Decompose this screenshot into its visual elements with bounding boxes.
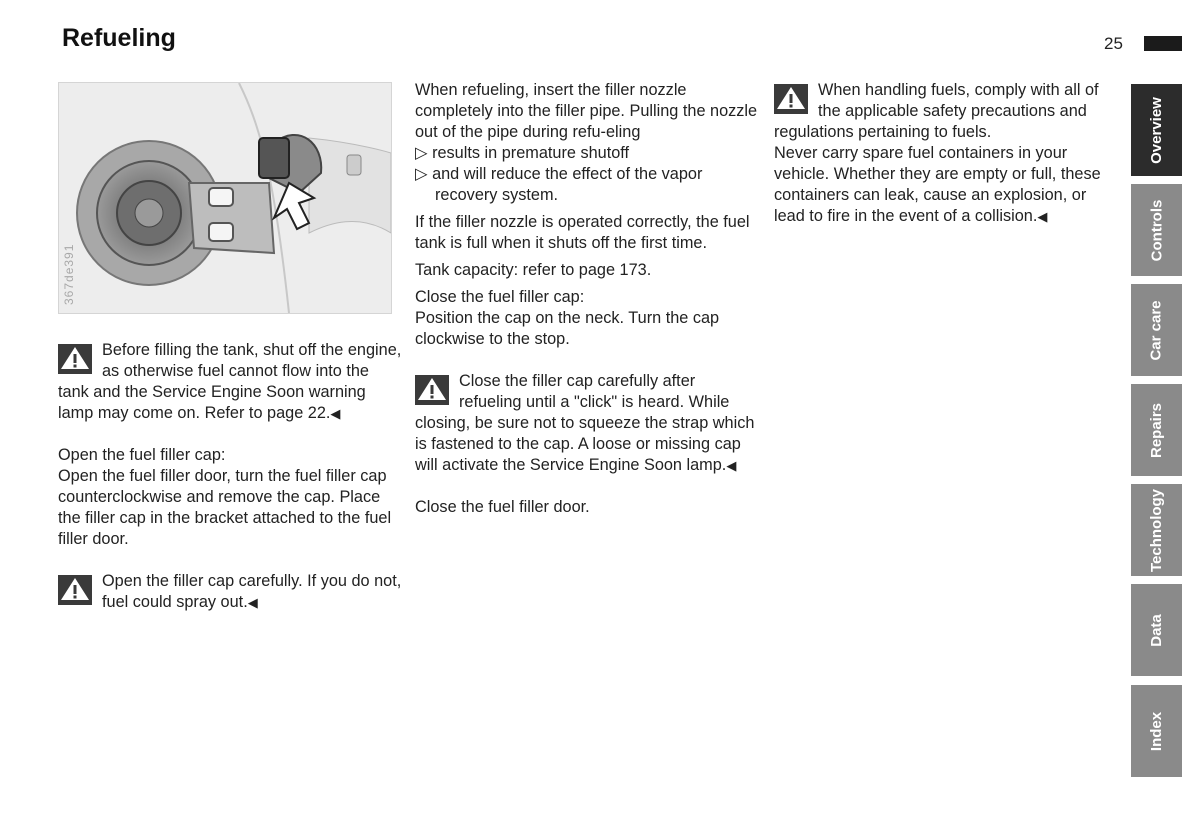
tab-label: Controls (1148, 199, 1166, 261)
warning-triangle-icon (415, 375, 449, 405)
warning-shut-off-engine (58, 340, 403, 424)
list-item: ▷ and will reduce the effect of the vapor recovery system. (415, 165, 703, 204)
warning-open-carefully (58, 571, 403, 613)
warning-triangle-icon (774, 84, 808, 114)
close-cap-text: Position the cap on the neck. Turn the cap clockwise to the stop. (415, 309, 720, 348)
shutoff-paragraph: If the filler nozzle is operated correctly, the fuel tank is full when it shuts off the first time. (415, 213, 750, 252)
column-middle (415, 80, 760, 518)
tank-capacity: Tank capacity: refer to page 173. (415, 261, 652, 279)
tab-controls[interactable] (1131, 184, 1182, 276)
page-number: 25 (1104, 34, 1123, 53)
tab-index[interactable] (1131, 685, 1182, 777)
close-door-text: Close the fuel filler door. (415, 498, 590, 516)
fuel-filler-illustration (59, 83, 391, 313)
heading-open-cap: Open the fuel filler cap: (58, 446, 226, 464)
tab-label: Overview (1148, 96, 1165, 164)
warning-text: Open the filler cap carefully. If you do not, fuel could spray out. (102, 572, 402, 611)
tab-technology[interactable] (1131, 484, 1182, 576)
heading-close-cap: Close the fuel filler cap: (415, 288, 585, 306)
bullet-icon: ▷ (415, 165, 428, 183)
warning-triangle-icon (58, 344, 92, 374)
list-item: ▷ results in premature shutoff (415, 144, 630, 162)
column-right (774, 80, 1119, 227)
page-title: Refueling (62, 24, 176, 52)
bullet-icon: ▷ (415, 144, 428, 162)
warning-text: Close the filler cap carefully after refueling until a "click" is heard. While closing, be sure not to squeeze the strap which is fastened to the cap. A loose or missing cap will activate the Service Engine Soon lamp. (415, 372, 755, 474)
end-mark-icon: ◀ (330, 406, 341, 421)
tab-data[interactable] (1131, 584, 1182, 676)
figure-code: 367de391 (62, 243, 76, 305)
page-number-bar (1144, 36, 1182, 51)
column-left (58, 340, 403, 613)
end-mark-icon: ◀ (726, 458, 737, 473)
warning-handling-fuels (774, 80, 1119, 143)
end-mark-icon: ◀ (247, 595, 258, 610)
tab-label: Index (1148, 711, 1165, 751)
tab-car-care[interactable] (1131, 284, 1182, 376)
warning-text: When handling fuels, comply with all of the applicable safety precautions and regulations pertaining to fuels. (774, 81, 1099, 141)
section-tabs (1131, 84, 1182, 784)
tab-label: Car care (1148, 299, 1166, 361)
spare-containers-text: Never carry spare fuel containers in your vehicle. Whether they are empty or full, these containers can leak, cause an explosion, or lead to fire in the event of a collision.◀ (774, 144, 1101, 225)
end-mark-icon: ◀ (1037, 209, 1048, 224)
tab-overview[interactable] (1131, 84, 1182, 176)
tab-label: Data (1147, 613, 1165, 647)
open-cap-text: Open the fuel filler door, turn the fuel filler cap counterclockwise and remove the cap. Place the filler cap in the bracket attached to the fuel filler door. (58, 467, 392, 548)
fuel-filler-figure (58, 82, 392, 314)
tab-label: Repairs (1148, 402, 1165, 458)
warning-close-carefully (415, 371, 760, 476)
nozzle-paragraph: When refueling, insert the filler nozzle completely into the filler pipe. Pulling the nozzle out of the pipe during refu-eling (415, 81, 758, 141)
warning-text: Before filling the tank, shut off the engine, as otherwise fuel cannot flow into the tank and the Service Engine Soon warning lamp may come on. Refer to page 22. (58, 341, 402, 422)
warning-triangle-icon (58, 575, 92, 605)
tab-repairs[interactable] (1131, 384, 1182, 476)
tab-label: Technology (1148, 488, 1165, 572)
